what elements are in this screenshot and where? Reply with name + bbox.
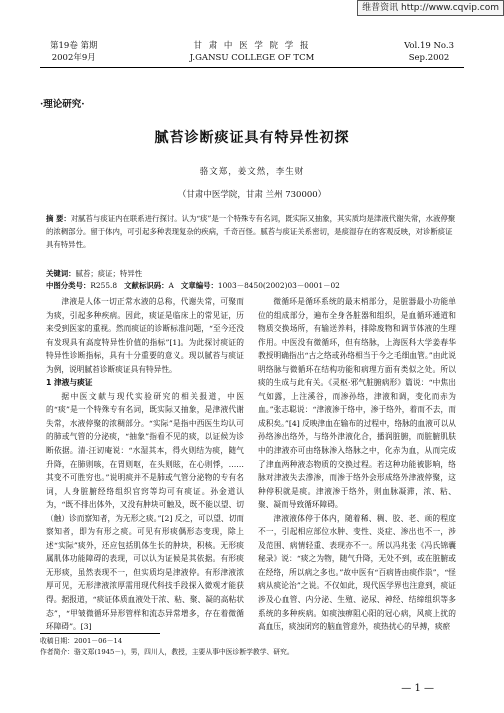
affiliation: （甘肃中医学院，甘肃 兰州 730000） (177, 190, 327, 200)
abstract-text: 对腻苔与痰证内在联系进行探讨。认为“痰”是一个特殊专有名词，既实际又抽象，其实质均是津液代谢失常，水液停聚的浓稠部分。留于体内，可引起多种表现复杂的疾病，千奇百怪。腻苔与痰证关系密切，是痰湿存在的客观反映，对诊断痰证具有特异性。 (46, 214, 456, 249)
header-rule (40, 67, 464, 68)
volume-cn: 第19卷 第期 (50, 41, 98, 51)
keywords-label: 关键词： (46, 269, 76, 278)
footnote-rule (40, 633, 160, 634)
volume-en: Vol.19 No.3 (404, 41, 454, 51)
keywords (46, 268, 458, 280)
doc-code-label: 文献标识码： (124, 281, 169, 290)
journal-header (40, 40, 464, 70)
page-number: — 1 — (401, 683, 434, 694)
author-list: 骆文郑，姜文然，李生财 (199, 167, 305, 177)
journal-name-en: J.GANSU COLLEGE OF TCM (189, 53, 315, 63)
clc-label: 中图分类号： (46, 281, 91, 290)
article-number-value: 1003－8450(2002)03－0001－02 (217, 281, 340, 290)
section-heading: 1 津液与痰证 (46, 378, 93, 388)
header-center (40, 40, 464, 64)
classification (46, 280, 458, 292)
body-paragraph: 津液液体停于体内，随着稀、稠、胶、老、顽的程度不一，引起相应部位水肿、变性、炎症、渗出也不一，涉及范围、病情轻重、表现亦不一。所以冯兆张《冯氏锦囊秘录》说：“痰之为物，随气升降，无处不到，或在脏腑或在经络，所以病之多也。”故中医有“百病皆由痰作祟”，“怪病从痰论治”之说。不仅如此，现代医学界也注意到，痰证涉及心血管、内分泌、生殖、泌尿、神经、结缔组织等多系统的多种疾病。如痰浊痹阻心阳的冠心病，风痰上扰的高血压，痰浊闭窍的脑血管意外，痰热扰心的早搏，痰瘀 (258, 513, 456, 632)
right-column (258, 295, 456, 634)
keywords-text: 腻苔；痰证；特异性 (75, 269, 143, 278)
date-en: Sep.2002 (408, 53, 450, 63)
left-column (46, 295, 244, 634)
footnote (40, 633, 464, 658)
header-right (404, 40, 454, 64)
date-cn: 2002年9月 (51, 53, 96, 63)
section-tag: ·理论研究· (40, 99, 85, 110)
clc-value: R255.8 (90, 281, 118, 290)
abstract-label: 摘 要： (46, 214, 71, 223)
author-bio: 作者简介：骆文郑(1945－)，男，四川人，教授，主要从事中医诊断学教学、研究。 (40, 648, 294, 656)
article-number-label: 文章编号： (180, 281, 218, 290)
body-paragraph: 据中医文献与现代实验研究的相关报道，中医的“痰”是一个特殊专有名词，既实际又抽象，是津液代谢失常，水液停聚的浓稠部分。“实际”是指中西医生均认可的肺或气管的分泌痰，“抽象”指看不见的痰，以证候为诊断依据。清·汪讱庵说：“水湿其本，得火则结为痰，随气升降，在肺则咳，在胃则呕，在头则眩，在心则悸，……其变不可胜穷也。”说明痰并不是肺或气管分泌物的专有名词，人身脏腑经络组织官窍等均可有痰证。孙金道认为，“既不排出体外，又没有肿块可触及，既不能以望、切（触）诊而察知者，为无形之痰。”[2] 反之，可以望、切而察知者，即为有形之痰。可见有形痰偶形态变现，除上述“实际”痰外，还应包括肌体生长的肿块，积核。无形痰属肌体功能障碍的表现，可以认为证候是其依据。有形痰无形痰，虽然表现不一，但实质均是津液停。有形津液浓厚可见，无形津液浓厚需用现代科技手段探入微观才能获得。据报道，“痰证体质血液处于浓、粘、聚、凝的高粘状态”，“甲皱微循环异形管样和流态异常增多，存在着微循环障碍”。[3] (46, 391, 244, 632)
body-paragraph: 微循环是循环系统的最末梢部分，是脏器最小功能单位的组成部分，遍布全身各脏器和组织，是血循环通道和物质交换场所，有输送养料，排除废物和调节体液的生理作用。中医没有微循环，但有络脉，上海医科大学姜春华教授明确指出“古之络或孙络相当于今之毛细血管。”由此说明络脉与微循环在结构功能和病理方面有类似之处。所以痰的生成与此有关。《灵枢·邪气脏腑病形》篇说：“中焦出气如露，上注溪谷，而渗孙络，津液和调，变化而赤为血。”张志聪说：“津液渗于络中，渗于络外，着而不去，而成积矣。”[4] 反映津血在输布的过程中，络脉的血液可以从孙络渗出络外，与络外津液化合，播润脏腑，而脏腑肌肤中的津液亦可由络脉渗入络脉之中，化赤为血，从而完成了津血两种液态物质的交换过程。若这种功能被影响，络脉对津液失去滲渗，而渗于络外会形成络外津液停聚，这种停积就是痰。津液渗于络外，则血脉凝滞，浓、粘、聚、凝而导致循环障碍。 (258, 297, 456, 510)
article-meta (46, 268, 458, 292)
body-paragraph: 津液是人体一切正常水液的总称，代谢失常，可聚而为痰，引起多种疾病。因此，痰证是临床上的常见证，历来受到医家的重视。然而痰证的诊断标准问题，“至今还没有发现具有高度特异性价值的指标”[1]。为此探讨痰证的特异性诊断指标，具有十分重要的意义。现以腻苔与痰证为例，说明腻苔诊断痰证具有特异性。 (46, 297, 244, 374)
received-date: 收稿日期：2001－06－14 (40, 637, 123, 645)
watermark-banner: 维普资讯 http://www.cqvip.com (357, 0, 504, 16)
article-title: 腻苔诊断痰证具有特异性初探 (154, 130, 350, 146)
abstract (46, 212, 458, 251)
journal-name-cn: 甘 肃 中 医 学 院 学 报 (193, 41, 311, 51)
doc-code-value: A (168, 281, 174, 290)
